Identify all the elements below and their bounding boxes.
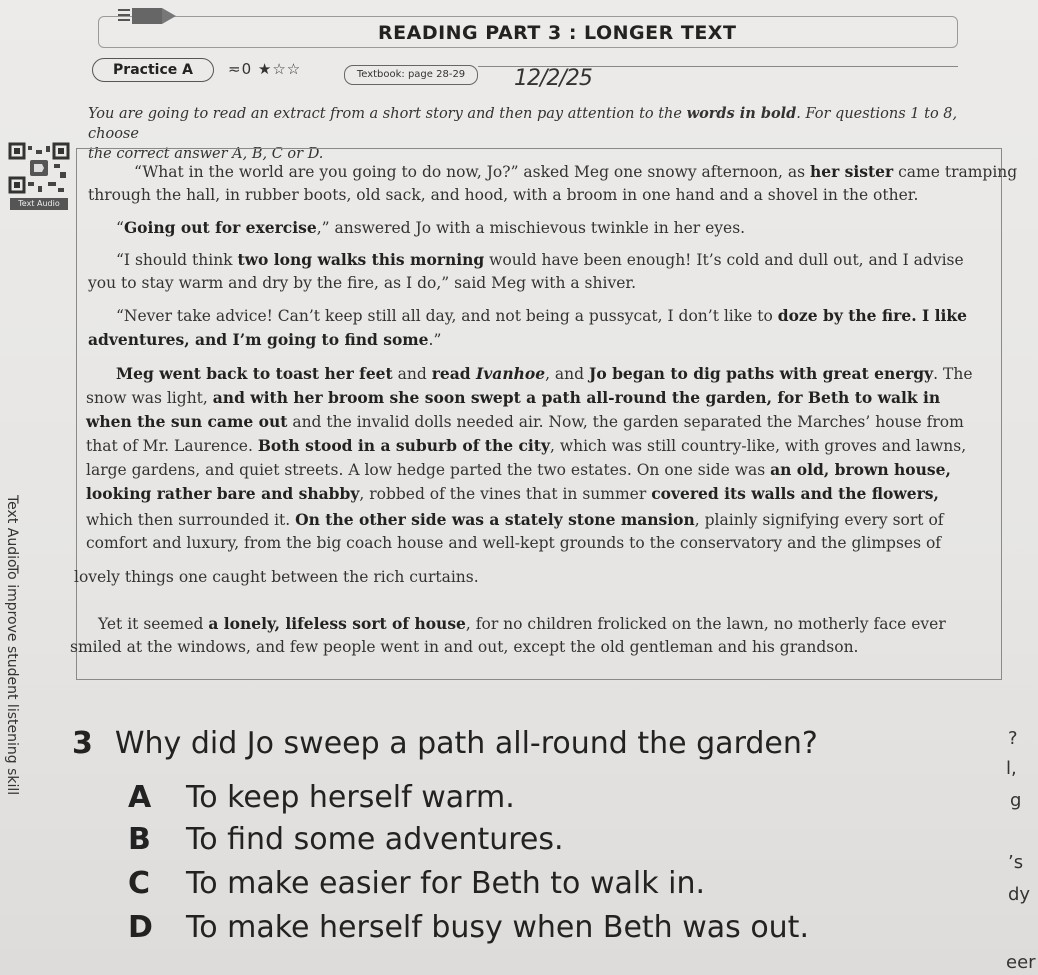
passage-text: through the hall, in rubber boots, old sack, and hood, with a broom in one hand and a shovel in the other. [88,186,919,204]
handwritten-date: 12/2/25 [514,66,592,91]
bold-phrase: Both stood in a suburb of the city [257,436,550,455]
book-stack-icon [118,6,178,28]
option-text: To keep herself warm. [186,780,515,815]
bold-phrase: On the other side was a stately stone mansion [295,510,695,529]
passage-line [116,304,967,329]
passage-text: “Never take advice! Can’t keep still all day, and not being a pussycat, I don’t like to [116,307,778,325]
question-number: 3 [72,726,93,761]
passage-text: which then surrounded it. [86,511,296,529]
passage-line [88,184,918,208]
side-label-text-audio: Text Audio [4,495,20,568]
passage-text: , for no children frolicked on the lawn, no motherly face ever [465,615,946,633]
bold-phrase: read [431,364,477,383]
passage-text: came tramping [893,163,1018,181]
passage-line [86,482,939,507]
rating-stars: ≂0 ★☆☆ [228,60,302,78]
passage-line [70,636,858,660]
question-text: Why did Jo sweep a path all-round the garden? [114,726,818,761]
option-text: To make herself busy when Beth was out. [186,910,809,945]
option-text: To find some adventures. [186,822,564,857]
edge-fragment: ? [1008,728,1018,749]
bold-phrase: a lonely, lifeless sort of house [208,614,466,633]
instructions-line2: the correct answer A, B, C or D. [88,146,324,162]
passage-line [86,410,964,435]
passage-text: would have been enough! It’s cold and dull out, and I advise [484,251,964,269]
passage-text: that of Mr. Laurence. [86,437,258,455]
passage-text: comfort and luxury, from the big coach house and well-kept grounds to the conservatory and the glimpses of [86,534,942,552]
edge-fragment: l, [1006,758,1017,779]
instructions-line1-start: You are going to read an extract from a short story and then pay attention to the [88,106,687,122]
passage-text: Yet it seemed [98,615,209,633]
passage-line [86,386,940,411]
edge-fragment: dy [1008,884,1031,905]
option-c[interactable] [128,866,705,901]
edge-fragment: g [1010,790,1022,811]
passage-line [116,216,745,241]
option-text: To make easier for Beth to walk in. [186,866,705,901]
passage-line [86,458,951,483]
passage-line [74,566,479,590]
passage-text: and [392,365,432,383]
bold-phrase: an old, brown house, [770,460,951,479]
bold-phrase: and with her broom she soon swept a path all-round the garden, for Beth to walk in [212,388,941,407]
passage-text: , robbed of the vines that in summer [359,485,652,503]
passage-text: . The [933,365,973,383]
passage-text: snow was light, [86,389,213,407]
question-3 [72,726,818,761]
qr-label: Text Audio [10,198,68,210]
passage-line [88,272,636,296]
passage-line [98,612,946,637]
passage-line [116,362,973,387]
passage-text: “I should think [116,251,238,269]
side-label-improve: To improve student listening skill [4,565,20,796]
bold-phrase: doze by the fire. I like [777,306,968,325]
passage-text: , plainly signifying every sort of [694,511,944,529]
passage-line [86,532,941,556]
page-title: READING PART 3 : LONGER TEXT [378,22,737,44]
passage-text: ,” answered Jo with a mischievous twinkle in her eyes. [316,219,746,237]
passage-text: you to stay warm and dry by the fire, as I do,” said Meg with a shiver. [88,274,637,292]
passage-line [86,508,944,533]
passage-line [88,328,441,353]
passage-text: “What in the world are you going to do now, Jo?” asked Meg one snowy afternoon, as [134,163,810,181]
passage-text: .” [428,331,442,349]
textbook-reference: Textbook: page 28-29 [344,65,478,85]
qr-code-icon[interactable] [8,142,70,204]
passage-text: smiled at the windows, and few people went in and out, except the old gentleman and his grandson. [70,638,859,656]
option-letter: A [128,780,152,815]
option-b[interactable] [128,822,564,857]
bold-phrase: Going out for exercise [123,218,317,237]
instructions-line1-end: . For questions 1 to 8, choose [88,106,958,142]
practice-badge: Practice A [92,58,214,82]
bold-phrase: covered its walls and the flowers, [651,484,939,503]
passage-text: large gardens, and quiet streets. A low hedge parted the two estates. On one side was [86,461,771,479]
option-letter: D [128,910,153,945]
passage-text: “ [116,219,124,237]
instructions-bold: words in bold [686,105,797,122]
passage-text: and the invalid dolls needed air. Now, the garden separated the Marches’ house from [287,413,964,431]
bold-phrase: looking rather bare and shabby [86,484,360,503]
bold-phrase: Meg went back to toast her feet [116,364,393,383]
bold-phrase: Jo began to dig paths with great energy [589,364,934,383]
option-d[interactable] [128,910,809,945]
bold-phrase: her sister [809,162,894,181]
passage-line [134,160,1017,185]
bold-phrase: two long walks this morning [237,250,485,269]
passage-text: , and [545,365,589,383]
bold-phrase: adventures, and I’m going to find some [88,330,429,349]
option-a[interactable] [128,780,515,815]
edge-fragment: ’s [1008,852,1024,873]
option-letter: C [128,866,151,901]
bold-phrase: Ivanhoe [476,364,546,383]
passage-text: lovely things one caught between the rich curtains. [74,568,479,586]
edge-fragment: eer [1006,952,1036,973]
passage-text: , which was still country-like, with groves and lawns, [549,437,967,455]
option-letter: B [128,822,151,857]
bold-phrase: when the sun came out [86,412,288,431]
passage-line [86,434,966,459]
passage-line [116,248,964,273]
